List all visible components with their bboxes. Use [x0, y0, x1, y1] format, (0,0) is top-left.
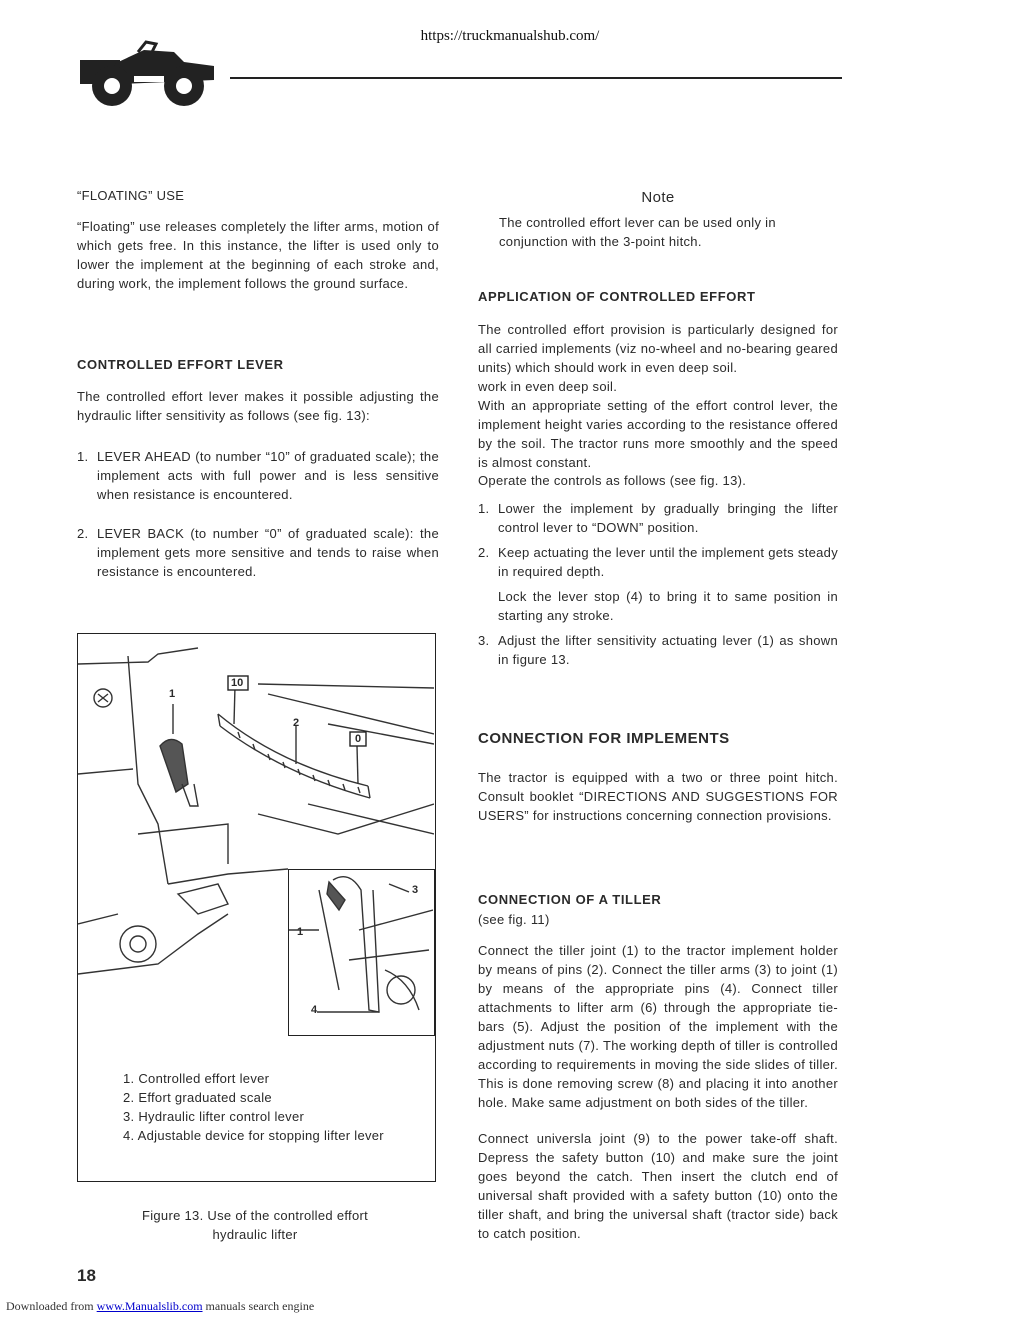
list-item [77, 524, 439, 581]
figure-legend [123, 1069, 423, 1145]
caption-line-1: Figure 13. Use of the controlled effort [141, 1208, 369, 1223]
legend-item: 4. Adjustable device for stopping lifter lever [123, 1128, 384, 1143]
callout-4: 4 [311, 1004, 318, 1016]
list-item-text: LEVER BACK (to number “0” of graduated scale): the implement gets more sensitive and tends to raise when resistance is encountered. [97, 526, 439, 579]
list-item-number: 1. [478, 501, 490, 516]
footer-suffix: manuals search engine [202, 1299, 315, 1313]
controlled-effort-lever-text: The controlled effort lever makes it possible adjusting the hydraulic lifter sensitivity as follows (see fig. 13): [77, 389, 439, 423]
application-text-4: Operate the controls as follows (see fig. 13). [478, 473, 747, 488]
footer-prefix: Downloaded from [6, 1299, 97, 1313]
connection-implements-title: CONNECTION FOR IMPLEMENTS [478, 730, 730, 747]
header-url: https://truckmanualshub.com/ [420, 28, 600, 44]
floating-use-title: “FLOATING” USE [77, 188, 185, 203]
callout-10: 10 [231, 677, 244, 689]
list-item-text: Adjust the lifter sensitivity actuating lever (1) as shown in figure 13. [498, 633, 838, 667]
connection-tiller-title: CONNECTION OF A TILLER [478, 892, 662, 907]
figure-caption [100, 1206, 410, 1244]
list-item [478, 499, 838, 537]
list-item-text: Lock the lever stop (4) to bring it to same position in starting any stroke. [498, 589, 838, 623]
application-text-2: work in even deep soil. [478, 379, 618, 394]
list-item-number: 2. [77, 526, 89, 541]
list-item [478, 543, 838, 581]
list-item-text: Keep actuating the lever until the implement gets steady in required depth. [498, 545, 838, 579]
application-controlled-effort-title: APPLICATION OF CONTROLLED EFFORT [478, 289, 756, 304]
header-rule [230, 77, 842, 79]
legend-item: 2. Effort graduated scale [123, 1090, 272, 1105]
tractor-logo-icon [74, 40, 224, 110]
footer-link[interactable]: www.Manualslib.com [96, 1299, 203, 1313]
connection-tiller-text-1: Connect the tiller joint (1) to the tractor implement holder by means of pins (2). Connect the tiller arms (3) to joint (1) by means of the appropriate pins (4). Connect tiller attachments to lifter arm (6) through the appropriate tie-bars (5). Adjust the position of the implement with the adjustment nuts (7). The working depth of tiller is controlled according to requirements in moving the side slides of tiller. This is done removing screw (8) and placing it into another hole. Make same adjustment on both sides of the tiller. [478, 943, 838, 1110]
connection-implements-text: The tractor is equipped with a two or three point hitch. Consult booklet “DIRECTIONS AND SUGGESTIONS FOR USERS” for instructions concerning connection provisions. [478, 770, 838, 823]
list-item-text: LEVER AHEAD (to number “10” of graduated scale); the implement acts with full power and is less sensitive when resistance is encountered. [97, 449, 439, 502]
list-item-text: Lower the implement by gradually bringing the lifter control lever to “DOWN” position. [498, 501, 838, 535]
footer [6, 1299, 314, 1314]
list-item-number: 1. [77, 449, 89, 464]
callout-2: 2 [293, 717, 300, 729]
note-title: Note [641, 189, 675, 206]
connection-tiller-subtitle: (see fig. 11) [478, 912, 550, 927]
figure-13-inset [288, 869, 435, 1036]
callout-3: 3 [412, 884, 419, 896]
callout-1: 1 [169, 688, 176, 700]
list-item-number: 2. [478, 545, 490, 560]
callout-0: 0 [355, 733, 362, 745]
legend-item: 3. Hydraulic lifter control lever [123, 1109, 305, 1124]
controlled-effort-lever-list [77, 447, 439, 581]
list-item [77, 447, 439, 504]
connection-tiller-text-2: Connect universla joint (9) to the power take-off shaft. Depress the safety button (10) and make sure the joint goes beyond the catch. Then insert the clutch end of universal shaft provided with a safety button (10) onto the tiller shaft, and bring the universal shaft (tractor side) back to catch position. [478, 1131, 838, 1241]
application-text-3: With an appropriate setting of the effort control lever, the implement height varies according to the resistance offered by the soil. The tractor runs more smoothly and the speed is almost constant. [478, 398, 838, 470]
application-text-1: The controlled effort provision is particularly designed for all carried implements (viz no-wheel and no-bearing geared units) which should work in even deep soil. [478, 322, 838, 375]
note-text: The controlled effort lever can be used only in conjunction with the 3-point hitch. [499, 215, 776, 249]
application-steps-list [478, 499, 838, 669]
list-item [478, 587, 838, 625]
floating-use-text: “Floating” use releases completely the lifter arms, motion of which gets free. In this instance, the lifter is used only to lower the implement at the beginning of each stroke and, during work, the implement follows the ground surface. [77, 219, 439, 291]
list-item [478, 631, 838, 669]
controlled-effort-lever-title: CONTROLLED EFFORT LEVER [77, 357, 284, 372]
caption-line-2: hydraulic lifter [212, 1227, 298, 1242]
list-item-number: 3. [478, 633, 490, 648]
callout-1-inset: 1 [297, 926, 304, 938]
legend-item: 1. Controlled effort lever [123, 1071, 270, 1086]
page-number: 18 [77, 1266, 96, 1285]
